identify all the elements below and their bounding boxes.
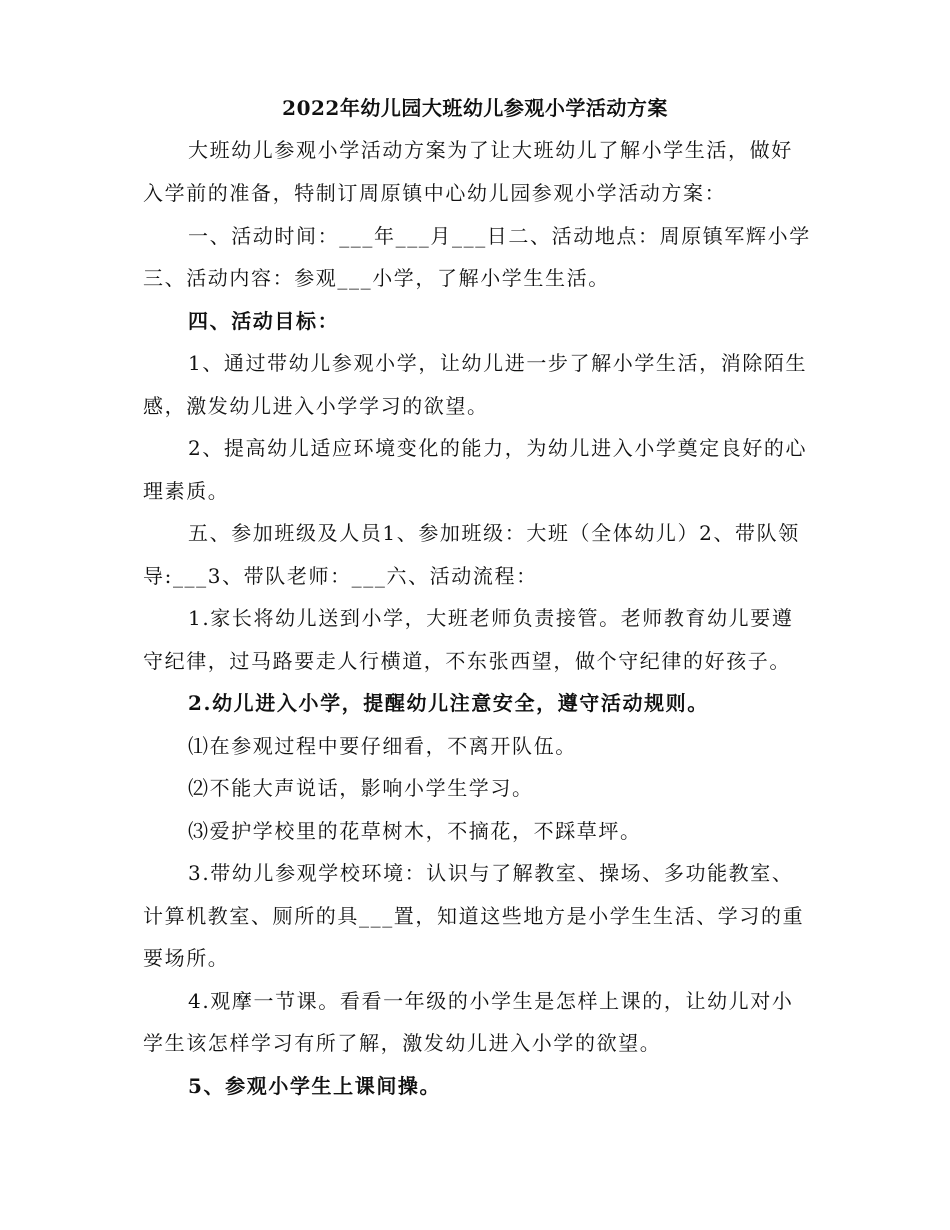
section-heading: 5、参观小学生上课间操。 [188, 1074, 442, 1098]
paragraph-line: 五、参加班级及人员1、参加班级：大班（全体幼儿）2、带队领 [188, 521, 800, 545]
paragraph-line: 计算机教室、厕所的具___置，知道这些地方是小学生生活、学习的重 [143, 904, 805, 928]
paragraph-line: 感，激发幼儿进入小学学习的欲望。 [143, 394, 489, 418]
paragraph-line: ⑵不能大声说话，影响小学生学习。 [188, 776, 534, 800]
paragraph-line: 3.带幼儿参观学校环境：认识与了解教室、操场、多功能教室、 [188, 861, 794, 885]
paragraph-line: 1.家长将幼儿送到小学，大班老师负责接管。老师教育幼儿要遵 [188, 606, 794, 630]
section-heading: 2.幼儿进入小学，提醒幼儿注意安全，遵守活动规则。 [188, 691, 709, 715]
paragraph-line: 导:___3、带队老师：___六、活动流程： [143, 564, 538, 588]
paragraph-line: ⑶爱护学校里的花草树木，不摘花，不踩草坪。 [188, 819, 642, 843]
paragraph-line: 理素质。 [143, 479, 230, 503]
paragraph-line: 学生该怎样学习有所了解，激发幼儿进入小学的欲望。 [143, 1031, 662, 1055]
paragraph-line: 1、通过带幼儿参观小学，让幼儿进一步了解小学生活，消除陌生 [188, 351, 808, 375]
document-title: 2022年幼儿园大班幼儿参观小学活动方案 [282, 96, 668, 120]
paragraph-line: 大班幼儿参观小学活动方案为了让大班幼儿了解小学生活，做好 [188, 138, 793, 162]
paragraph-line: 2、提高幼儿适应环境变化的能力，为幼儿进入小学奠定良好的心 [188, 436, 808, 460]
section-heading: 四、活动目标： [188, 309, 340, 333]
paragraph-line: 入学前的准备，特制订周原镇中心幼儿园参观小学活动方案： [143, 181, 727, 205]
paragraph-line: 要场所。 [143, 946, 230, 970]
paragraph-line: 三、活动内容：参观___小学，了解小学生生活。 [143, 266, 610, 290]
paragraph-line: ⑴在参观过程中要仔细看，不离开队伍。 [188, 734, 577, 758]
paragraph-line: 4.观摩一节课。看看一年级的小学生是怎样上课的，让幼儿对小 [188, 989, 794, 1013]
paragraph-line: 守纪律，过马路要走人行横道，不东张西望，做个守纪律的好孩子。 [143, 649, 791, 673]
paragraph-line: 一、活动时间：___年___月___日二、活动地点：周原镇军辉小学 [188, 224, 811, 248]
